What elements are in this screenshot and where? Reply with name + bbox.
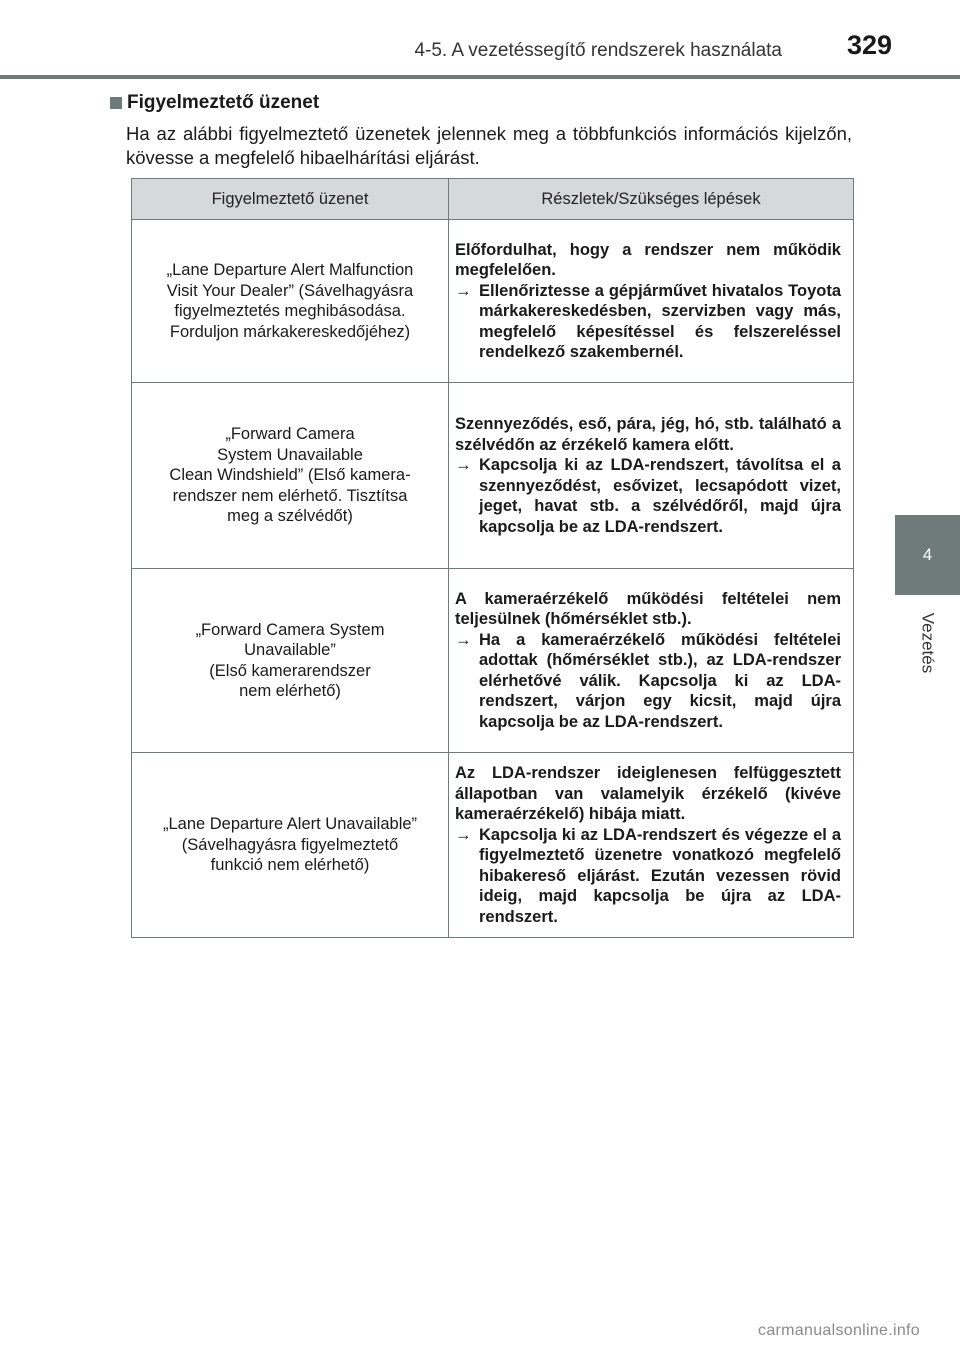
cause-text: Az LDA-rendszer ideiglenesen felfüggesztett állapotban van valamelyik érzékelő (kivéve kameraérzékelő) hibája miatt. xyxy=(455,764,841,823)
message-line: Clean Windshield” (Első kamera- xyxy=(169,466,411,485)
table-row xyxy=(132,383,854,569)
message-line: „Lane Departure Alert Unavailable” xyxy=(162,815,418,834)
arrow-right-icon: → xyxy=(455,630,472,649)
section-heading xyxy=(110,92,319,114)
warning-message-cell xyxy=(132,220,449,383)
page-number: 329 xyxy=(846,30,892,60)
warning-message-table xyxy=(131,178,854,938)
details-cell xyxy=(449,383,854,569)
message-line: „Forward Camera xyxy=(225,425,355,444)
message-line: Unavailable” xyxy=(244,641,336,659)
message-line: „Forward Camera System xyxy=(195,620,385,639)
watermark: carmanualsonline.info xyxy=(758,1322,920,1339)
details-cell xyxy=(449,753,854,938)
message-line: Visit Your Dealer” (Sávelhagyásra xyxy=(166,281,414,300)
column-header-message: Figyelmeztető üzenet xyxy=(132,179,449,220)
chapter-number: 4 xyxy=(922,545,933,564)
action-text: Kapcsolja ki az LDA-rendszert és végezze el a figyelmeztető üzenetre vonatkozó megfelelő hibakereső eljárást. Ezután vezessen rövid ideig, majd kapcsolja be újra az LDA-rendszert. xyxy=(479,825,841,926)
details-cell xyxy=(449,569,854,753)
action-text: Ha a kameraérzékelő működési feltételei adottak (hőmérséklet stb.), az LDA-rendszer elérhetővé válik. Kapcsolja ki az LDA-rendszert, várjon egy kicsit, majd újra kapcsolja be az LDA-rendszert. xyxy=(479,630,841,731)
message-line: figyelmeztetés meghibásodása. xyxy=(174,302,406,320)
action-item xyxy=(455,455,841,537)
column-header-details: Részletek/Szükséges lépések xyxy=(449,179,854,220)
message-line: „Lane Departure Alert Malfunction xyxy=(166,261,414,279)
section-heading-text: Figyelmeztető üzenet xyxy=(127,92,320,113)
details-cell xyxy=(449,220,854,383)
action-item xyxy=(455,630,841,733)
message-line: meg a szélvédőt) xyxy=(227,507,353,526)
action-text: Kapcsolja ki az LDA-rendszert, távolítsa el a szennyeződést, esővizet, lecsapódott vizet, jeget, havat stb. a szélvédőről, majd újra kapcsolja be az LDA-rendszert. xyxy=(479,456,841,536)
chapter-label: Vezetés xyxy=(918,612,938,674)
cause-text: Előfordulhat, hogy a rendszer nem működik megfelelően. xyxy=(455,240,841,279)
action-item xyxy=(455,825,841,928)
chapter-label-container xyxy=(895,598,960,688)
arrow-right-icon: → xyxy=(455,281,472,300)
action-item xyxy=(455,281,841,363)
message-line: (Első kamerarendszer xyxy=(209,661,371,680)
header-divider xyxy=(0,75,960,79)
square-bullet-icon xyxy=(110,97,122,109)
message-line: System Unavailable xyxy=(217,445,363,464)
table-row xyxy=(132,220,854,383)
cause-text: Szennyeződés, eső, pára, jég, hó, stb. található a szélvédőn az érzékelő kamera előtt. xyxy=(455,415,841,454)
intro-paragraph: Ha az alábbi figyelmeztető üzenetek jelennek meg a többfunkciós információs kijelzőn, kövesse a megfelelő hibaelhárítási eljárást. xyxy=(126,123,852,168)
arrow-right-icon: → xyxy=(455,825,472,844)
warning-message-cell xyxy=(132,383,449,569)
message-line: funkció nem elérhető) xyxy=(210,856,370,875)
message-line: Forduljon márkakereskedőjéhez) xyxy=(169,322,411,341)
table-header-row xyxy=(132,179,854,220)
table-row xyxy=(132,569,854,753)
cause-text: A kameraérzékelő működési feltételei nem teljesülnek (hőmérséklet stb.). xyxy=(455,589,841,629)
action-text: Ellenőriztesse a gépjárművet hivatalos Toyota márkakereskedésben, szervizben vagy más, megfelelő képesítéssel és felszereléssel rendelkező szakembernél. xyxy=(479,281,841,361)
warning-message-cell xyxy=(132,569,449,753)
chapter-tab xyxy=(895,515,960,595)
message-line: nem elérhető) xyxy=(239,682,341,700)
table-row xyxy=(132,753,854,938)
message-line: (Sávelhagyásra figyelmeztető xyxy=(181,835,399,854)
warning-message-cell xyxy=(132,753,449,938)
running-header: 4-5. A vezetéssegítő rendszerek használata xyxy=(414,40,782,61)
message-line: rendszer nem elérhető. Tisztítsa xyxy=(172,486,408,505)
arrow-right-icon: → xyxy=(455,456,472,474)
